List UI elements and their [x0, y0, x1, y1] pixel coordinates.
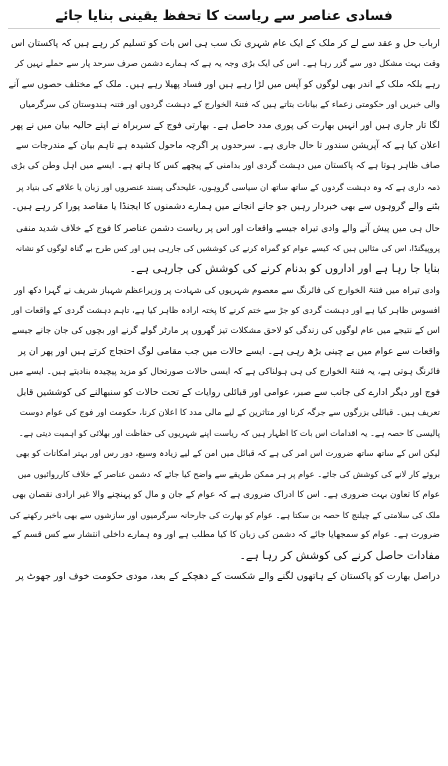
text-line: تعریف ہیں۔ قبائلی بزرگوں سے جرگہ کرنا اور متاثرین کے لیے مالی مدد کا اعلان کرنا، حکومت اور فوج کی عوام دوست — [19, 408, 440, 419]
text-line: افسوس ظاہر کیا ہے اور دہشت گردی کو جڑ سے ختم کرنے کا پختہ ارادہ ظاہر کیا ہے، تاہم دہشت گردی کے واقعات اور — [11, 306, 440, 317]
text-line: فوج اور دیگر ادارے کی جانب سے صبر، عوامی اور قبائلی روایات کے تحت حالات کو سنبھالنے کی کوششیں قابل — [16, 386, 440, 398]
text-line: والی خبریں اور حکومتی زعماء کے بیانات بتاتے ہیں کہ فتنۃ الخوارج کے دہشت گردوں اور فتنہ ہندوستان کی سرگرمیاں — [19, 100, 440, 111]
text-line: ارباب حل و عقد سے لے کر ملک کے ایک عام شہری تک سب ہی اس بات کو تسلیم کر رہے ہیں کہ پاکستان اس — [11, 38, 440, 49]
editorial-paragraph — [8, 567, 440, 587]
text-line: فائرنگ ہوتی ہے، یہ فتنۃ الخوارج کی ہی ہولناکی ہے کہ ایسی حالات صورتحال کو مزید پیچیدہ بنادیتے ہیں۔ ایسے میں — [9, 367, 440, 378]
text-line: وقت بہت مشکل دور سے گزر رہا ہے۔ اس کی ایک بڑی وجہ یہ ہے کہ ہمارے دشمن صرف سرحد پار سے حملے نہیں کر — [15, 59, 440, 70]
text-line: ذمہ داری ہے کہ وہ دہشت گردوں کے ساتھ ساتھ ان سیاسی گروہوں، علیحدگی پسند عنصروں اور زبان یا علاقے کی بنیاد پر — [16, 181, 440, 192]
text-line: صاف ظاہر ہوتا ہے کہ پاکستان میں دہشت گردی اور بدامنی کے پیچھے کس کا ہاتھ ہے۔ ایسے میں اہل وطن کی بڑی — [10, 161, 440, 172]
text-line: اس کے نتیجے میں عام لوگوں کی زندگی کو لاحق مشکلات تیز گھروں پر مارٹر گولے گرنے اور بچوں کی جان جانے جیسے — [11, 326, 440, 337]
text-line: ملک کی سلامتی کے چیلنج کا حصہ بن سکتا ہے۔ عوام کو بھارت کی جارحانہ سرگرمیوں اور سازشوں سے بھی باخبر رکھنے کی — [9, 509, 440, 520]
text-line: بٹنے والے گروہوں سے بھی خبردار رہیں جو جانے انجانے میں ہمارے دشمنوں کا ایجنڈا یا مقاصد پورا کر رہے ہیں۔ — [11, 201, 440, 213]
text-line: بروئے کار لانے کی کوشش کی جائے۔ عوام پر ہر ممکن طریقے سے واضح کیا جائے کہ دشمن عناصر کے خلاف کارروائیوں میں — [17, 469, 440, 480]
text-line: پروپیگنڈا، اس کی مثالیں ہیں کہ کیسے عوام کو گمراہ کرنے کی کوششیں کی جارہی ہیں اور کس طرح بے گناہ لوگوں کو نشانہ — [15, 243, 440, 253]
editorial-paragraph — [8, 34, 440, 218]
text-line: دراصل بھارت کو پاکستان کے ہاتھوں لگنے والے شکست کے دھچکے کے بعد، مودی حکومت خوف اور جھوٹ پر — [15, 571, 440, 583]
text-line: لگا تار جاری ہیں اور انہیں بھارت کی پوری مدد حاصل ہے۔ بھارتی فوج کے سربراہ نے اپنے حالیہ بیان میں نے پھر — [11, 119, 440, 131]
text-line: وادی تیراہ میں فتنۃ الخوارج کی فائرنگ سے معصوم شہریوں کی شہادت پر وزیراعظم شہباز شریف نے گہرا دکھ اور — [14, 285, 440, 296]
text-line: ضرورت ہے۔ عوام کو سمجھایا جائے کہ دشمن کی زبان کا کیا مطلب ہے اور وہ ہمارے داخلی انتشار سے کس قسم کے — [11, 530, 440, 541]
text-line: پالیسی کا حصہ ہے۔ یہ اقدامات اس بات کا اظہار ہیں کہ ریاست اپنے شہریوں کی حفاظت اور بھلائی کو اہمیت دیتی ہے۔ — [18, 428, 440, 439]
text-line: رہے بلکہ ملک کے اندر بھی لوگوں کو آپس میں لڑا رہے ہیں اور فساد پھیلا رہے ہیں۔ ملک کے مختلف حصوں سے آنے — [8, 79, 440, 90]
text-line: حال ہی میں پیش آنے والے وادی تیراہ جیسے واقعات اور اس پر ریاست دشمن عناصر کا فوج کے خلاف شدید منفی — [16, 223, 440, 234]
text-line: عوام کا تعاون بہت ضروری ہے۔ اس کا ادراک ضروری ہے کہ عوام کے جان و مال کو پہنچنے والا غیر ارادی نقصان بھی — [12, 489, 440, 500]
editorial-body — [8, 34, 440, 588]
editorial-headline: فسادی عناصر سے ریاست کا تحفظ یقینی بنایا جائے — [8, 6, 440, 29]
text-line: واقعات سے عوام میں بے چینی بڑھ رہی ہے۔ ایسے حالات میں جب مقامی لوگ احتجاج کرتے ہیں اور پھر ان پر — [18, 345, 440, 357]
text-line: مفادات حاصل کرنے کی کوشش کر رہا ہے۔ — [239, 548, 440, 562]
editorial-paragraph — [8, 281, 440, 566]
editorial-paragraph — [8, 219, 440, 280]
text-line: لیکن اس کے ساتھ ساتھ ضرورت اس امر کی ہے کہ قبائل میں امن کے لیے زیادہ وسیع، دور رس اور بہتر امکانات کو بھی — [15, 448, 440, 459]
text-line: اعلان کیا ہے کہ آپریشن سندور تا حال جاری ہے۔ سرحدوں پر اگرچہ ماحول کشیدہ ہے تاہم بیان کے مندرجات سے — [15, 140, 440, 151]
text-line: بنایا جا رہا ہے اور اداروں کو بدنام کرنے کی کوشش کی جارہی ہے۔ — [129, 262, 440, 276]
